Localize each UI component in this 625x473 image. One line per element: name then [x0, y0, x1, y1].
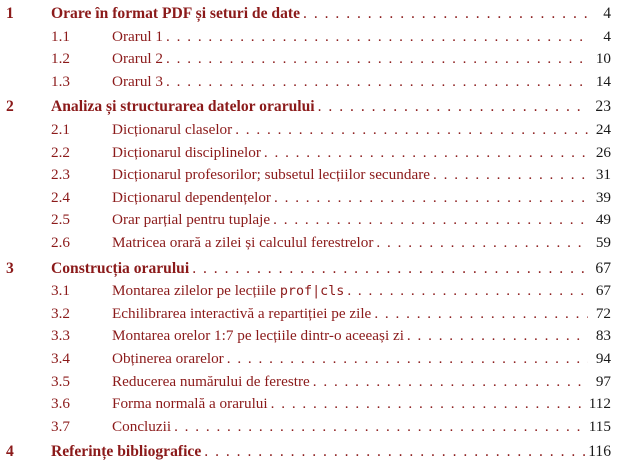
- dot-leader: [174, 416, 586, 439]
- toc-subsection[interactable]: [0, 371, 625, 394]
- page-number[interactable]: 14: [595, 72, 611, 90]
- dot-leader: [204, 441, 585, 464]
- dot-leader: [271, 393, 586, 416]
- section-number: 1: [6, 5, 14, 22]
- section-number: 3: [6, 259, 14, 277]
- subsection-title[interactable]: Orar parțial pentru tuplaje: [112, 209, 273, 232]
- page-number[interactable]: 67: [595, 259, 611, 277]
- toc-subsection[interactable]: [0, 232, 625, 255]
- subsection-number: 2.1: [51, 120, 70, 138]
- toc-section[interactable]: [0, 441, 625, 464]
- page-number[interactable]: 26: [595, 143, 611, 161]
- dot-leader: [303, 3, 588, 26]
- subsection-title[interactable]: Dicționarul profesorilor; subsetul lecțiilor secundare: [112, 164, 433, 187]
- toc-section[interactable]: [0, 96, 625, 119]
- toc-subsection[interactable]: [0, 48, 625, 71]
- dot-leader: [433, 164, 588, 187]
- toc-section[interactable]: [0, 258, 625, 281]
- page-number[interactable]: 116: [588, 443, 611, 461]
- page-number[interactable]: 49: [595, 211, 611, 229]
- dot-leader: [274, 187, 588, 210]
- subsection-number: 3.4: [51, 349, 70, 367]
- page-number[interactable]: 115: [588, 417, 611, 435]
- page-number[interactable]: 31: [595, 166, 611, 184]
- dot-leader: [166, 26, 588, 49]
- subsection-title[interactable]: Obținerea orarelor: [112, 348, 227, 371]
- subsection-title[interactable]: Montarea orelor 1:7 pe lecțiile dintr-o aceeași zi: [112, 325, 407, 348]
- dot-leader: [273, 209, 588, 232]
- page-number[interactable]: 59: [595, 233, 611, 251]
- dot-leader: [313, 371, 588, 394]
- toc-subsection[interactable]: [0, 348, 625, 371]
- subsection-number: 2.2: [51, 143, 70, 161]
- page-number[interactable]: 4: [603, 27, 611, 45]
- toc-subsection[interactable]: [0, 164, 625, 187]
- dot-leader: [374, 303, 588, 326]
- section-number: 4: [6, 443, 14, 461]
- dot-leader: [407, 325, 588, 348]
- subsection-number: 3.5: [51, 372, 70, 390]
- toc-subsection[interactable]: [0, 303, 625, 326]
- dot-leader: [264, 142, 588, 165]
- subsection-title-text: Montarea zilelor pe lecțiile: [112, 282, 280, 300]
- subsection-title[interactable]: Dicționarul dependențelor: [112, 187, 274, 210]
- subsection-title[interactable]: Dicționarul claselor: [112, 119, 235, 142]
- toc-subsection[interactable]: [0, 119, 625, 142]
- section-title[interactable]: Analiza și structurarea datelor orarului: [51, 96, 318, 119]
- section-number: 2: [6, 98, 14, 116]
- dot-leader: [166, 71, 588, 94]
- subsection-number: 2.5: [51, 211, 70, 229]
- subsection-title[interactable]: Concluzii: [112, 416, 174, 439]
- subsection-number: 1.1: [51, 27, 70, 45]
- subsection-title[interactable]: Orarul 1: [112, 26, 166, 49]
- page-number[interactable]: 10: [595, 50, 611, 68]
- subsection-title[interactable]: Orarul 3: [112, 71, 166, 94]
- subsection-number: 3.1: [51, 282, 70, 300]
- page-number[interactable]: 24: [595, 120, 611, 138]
- dot-leader: [376, 232, 588, 255]
- table-of-contents: [0, 3, 625, 464]
- toc-subsection[interactable]: [0, 325, 625, 348]
- toc-subsection[interactable]: [0, 209, 625, 232]
- subsection-number: 1.3: [51, 72, 70, 90]
- toc-subsection[interactable]: [0, 416, 625, 439]
- subsection-title[interactable]: Dicționarul disciplinelor: [112, 142, 264, 165]
- subsection-number: 2.6: [51, 233, 70, 251]
- toc-subsection[interactable]: [0, 142, 625, 165]
- section-title[interactable]: Construcția orarului: [51, 258, 192, 281]
- subsection-number: 3.2: [51, 304, 70, 322]
- subsection-number: 3.6: [51, 395, 70, 413]
- subsection-title[interactable]: Matricea orară a zilei și calculul ferestrelor: [112, 232, 376, 255]
- subsection-number: 1.2: [51, 50, 70, 68]
- subsection-title[interactable]: Reducerea numărului de ferestre: [112, 371, 313, 394]
- page-number[interactable]: 4: [603, 5, 611, 22]
- toc-subsection[interactable]: [0, 280, 625, 303]
- section-title[interactable]: Referințe bibliografice: [51, 441, 204, 464]
- section-title[interactable]: Orare în format PDF și seturi de date: [51, 3, 303, 26]
- toc-subsection[interactable]: [0, 187, 625, 210]
- subsection-title[interactable]: Echilibrarea interactivă a repartiției pe zile: [112, 303, 374, 326]
- subsection-title-code: prof|cls: [279, 284, 345, 300]
- page-number[interactable]: 94: [595, 349, 611, 367]
- page-number[interactable]: 23: [595, 98, 611, 116]
- toc-subsection[interactable]: [0, 26, 625, 49]
- page-number[interactable]: 97: [595, 372, 611, 390]
- subsection-number: 3.7: [51, 417, 70, 435]
- dot-leader: [192, 258, 588, 281]
- dot-leader: [166, 48, 588, 71]
- page-number[interactable]: 67: [595, 282, 611, 300]
- page-number[interactable]: 39: [595, 188, 611, 206]
- toc-subsection[interactable]: [0, 393, 625, 416]
- toc-subsection[interactable]: [0, 71, 625, 94]
- page-number[interactable]: 72: [595, 304, 611, 322]
- page-number[interactable]: 112: [588, 395, 611, 413]
- page-number[interactable]: 83: [595, 327, 611, 345]
- dot-leader: [227, 348, 588, 371]
- subsection-title[interactable]: Orarul 2: [112, 48, 166, 71]
- subsection-number: 3.3: [51, 327, 70, 345]
- dot-leader: [318, 96, 588, 119]
- subsection-title[interactable]: [112, 280, 347, 304]
- subsection-title[interactable]: Forma normală a orarului: [112, 393, 271, 416]
- dot-leader: [347, 280, 588, 303]
- subsection-number: 2.3: [51, 166, 70, 184]
- dot-leader: [235, 119, 588, 142]
- subsection-number: 2.4: [51, 188, 70, 206]
- toc-section[interactable]: [0, 3, 625, 26]
